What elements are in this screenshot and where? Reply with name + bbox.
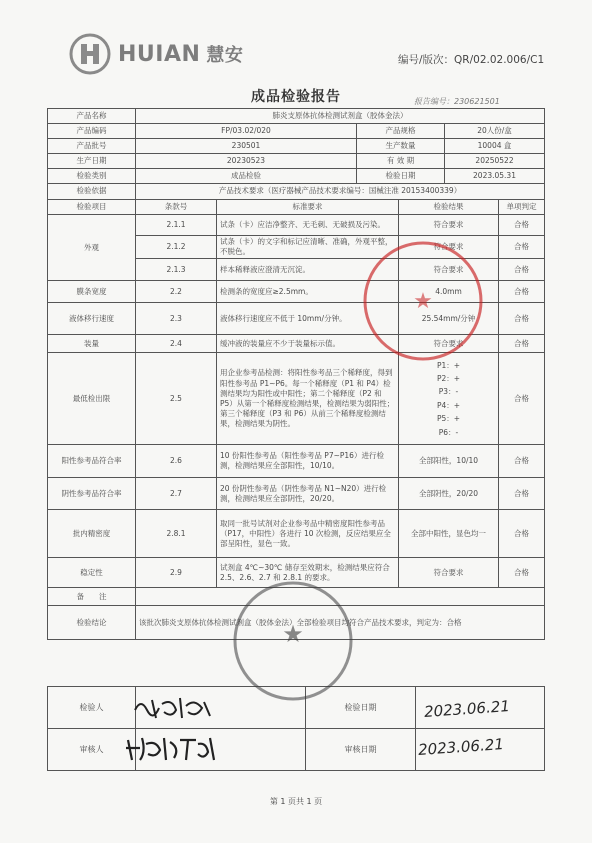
clause: 2.1.3 bbox=[136, 259, 217, 281]
requirement: 10 份阳性参考品（阳性参考品 P7~P16）进行检测，检测结果应全部阳性，10/10。 bbox=[217, 445, 399, 478]
inspection-table bbox=[47, 108, 545, 640]
remark-value bbox=[136, 588, 545, 606]
spec-label: 产品规格 bbox=[357, 124, 445, 139]
requirement: 试剂盒 4℃~30℃ 储存至效期末，检测结果应符合 2.5、2.6、2.7 和 2.8.1 的要求。 bbox=[217, 558, 399, 588]
judgment: 合格 bbox=[499, 335, 545, 353]
clause: 2.2 bbox=[136, 281, 217, 303]
clause: 2.4 bbox=[136, 335, 217, 353]
report-number: 报告编号：230621501 bbox=[414, 97, 500, 106]
clause: 2.7 bbox=[136, 478, 217, 510]
judgment: 合格 bbox=[499, 558, 545, 588]
clause: 2.9 bbox=[136, 558, 217, 588]
appearance-item: 外观 bbox=[48, 215, 136, 281]
svg-text:★: ★ bbox=[413, 289, 433, 314]
reviewer-label: 审核人 bbox=[48, 729, 136, 771]
flow-speed-item: 液体移行速度 bbox=[48, 303, 136, 335]
clause: 2.1.1 bbox=[136, 215, 217, 236]
review-date-cell bbox=[416, 729, 545, 771]
requirement: 试条（卡）的文字和标记应清晰、准确，外观平整，不脱色。 bbox=[217, 236, 399, 259]
clause: 2.3 bbox=[136, 303, 217, 335]
lod-result: P5：+ bbox=[436, 414, 461, 424]
requirement: 用企业参考品检测：将阳性参考品三个稀释度，得到阳性参考品 P1~P6。每一个稀释度（P1 和 P4）检测结果均为阳性或中阳性；第二个稀释度（P2 和 P5）从第一个稀释度检测结果，检测结果为弱阳性；第三个稀释度（P3 和 P6）从前三个稀释度检测结果，检测结果为阴性。 bbox=[217, 353, 399, 445]
clause: 2.8.1 bbox=[136, 510, 217, 558]
category-value: 成品检验 bbox=[136, 169, 357, 184]
judgment: 合格 bbox=[499, 353, 545, 445]
clause: 2.6 bbox=[136, 445, 217, 478]
judgment: 合格 bbox=[499, 215, 545, 236]
requirement: 检测条的宽度应≥2.5mm。 bbox=[217, 281, 399, 303]
col-clause: 条款号 bbox=[136, 200, 217, 215]
requirement: 缓冲液的装量应不少于装量标示值。 bbox=[217, 335, 399, 353]
lod-result: P3：- bbox=[438, 387, 459, 397]
col-result: 检验结果 bbox=[399, 200, 499, 215]
expiry-label: 有 效 期 bbox=[357, 154, 445, 169]
batch-label: 产品批号 bbox=[48, 139, 136, 154]
result: 4.0mm bbox=[399, 281, 499, 303]
conclusion-value: 该批次肺炎支原体抗体检测试剂盒（胶体金法）全部检验项目均符合产品技术要求，判定为：合格 bbox=[136, 606, 545, 640]
strip-width-item: 膜条宽度 bbox=[48, 281, 136, 303]
result: 25.54mm/分钟 bbox=[399, 303, 499, 335]
reviewer-signature-cell bbox=[136, 729, 306, 771]
review-date-handwritten: 2023.06.21 bbox=[417, 735, 505, 759]
pos-rate-item: 阳性参考品符合率 bbox=[48, 445, 136, 478]
prod-date-label: 生产日期 bbox=[48, 154, 136, 169]
test-date-label: 检验日期 bbox=[357, 169, 445, 184]
logo-cn: 慧安 bbox=[206, 45, 244, 66]
code-label: 产品编码 bbox=[48, 124, 136, 139]
requirement: 试条（卡）应洁净整齐、无毛刺、无破损及污染。 bbox=[217, 215, 399, 236]
col-item: 检验项目 bbox=[48, 200, 136, 215]
test-date-value: 2023.05.31 bbox=[445, 169, 545, 184]
lod-result: P6：- bbox=[438, 427, 459, 437]
judgment: 合格 bbox=[499, 259, 545, 281]
company-logo bbox=[68, 30, 258, 78]
inspect-date-cell bbox=[416, 687, 545, 729]
col-requirement: 标准要求 bbox=[217, 200, 399, 215]
precision-item: 批内精密度 bbox=[48, 510, 136, 558]
judgment: 合格 bbox=[499, 478, 545, 510]
product-name-label: 产品名称 bbox=[48, 109, 136, 124]
inspector-signature-cell bbox=[136, 687, 306, 729]
neg-rate-item: 阴性参考品符合率 bbox=[48, 478, 136, 510]
result: 全部阳性，10/10 bbox=[399, 445, 499, 478]
result: 符合要求 bbox=[399, 259, 499, 281]
col-judgment: 单项判定 bbox=[499, 200, 545, 215]
requirement: 取同一批号试剂对企业参考品中精密度阳性参考品（P17，中阳性）各进行 10 次检测，反应结果应全部呈阳性，显色一致。 bbox=[217, 510, 399, 558]
basis-label: 检验依据 bbox=[48, 184, 136, 200]
inspector-label: 检验人 bbox=[48, 687, 136, 729]
result: 符合要求 bbox=[399, 215, 499, 236]
conclusion-label: 检验结论 bbox=[48, 606, 136, 640]
requirement: 液体移行速度应不低于 10mm/分钟。 bbox=[217, 303, 399, 335]
logo-emblem-icon bbox=[68, 32, 112, 76]
document-version: 编号/版次：QR/02.02.006/C1 bbox=[398, 54, 545, 66]
judgment: 合格 bbox=[499, 303, 545, 335]
inspect-date-label: 检验日期 bbox=[306, 687, 416, 729]
code-value: FP/03.02/020 bbox=[136, 124, 357, 139]
inspect-date-handwritten: 2023.06.21 bbox=[423, 697, 511, 721]
stability-item: 稳定性 bbox=[48, 558, 136, 588]
product-name-value: 肺炎支原体抗体检测试剂盒（胶体金法） bbox=[136, 109, 545, 124]
page-footer: 第 1 页共 1 页 bbox=[269, 797, 323, 806]
qty-value: 10004 盒 bbox=[445, 139, 545, 154]
fill-item: 装量 bbox=[48, 335, 136, 353]
result: 符合要求 bbox=[399, 558, 499, 588]
judgment: 合格 bbox=[499, 510, 545, 558]
spec-value: 20人份/盒 bbox=[445, 124, 545, 139]
clause: 2.1.2 bbox=[136, 236, 217, 259]
judgment: 合格 bbox=[499, 236, 545, 259]
requirement: 样本稀释液应澄清无沉淀。 bbox=[217, 259, 399, 281]
result: 全部阴性，20/20 bbox=[399, 478, 499, 510]
judgment: 合格 bbox=[499, 281, 545, 303]
prod-date-value: 20230523 bbox=[136, 154, 357, 169]
lod-result: P4：+ bbox=[436, 400, 461, 410]
judgment: 合格 bbox=[499, 445, 545, 478]
page-title: 成品检验报告 bbox=[251, 89, 341, 105]
svg-text:★: ★ bbox=[282, 620, 304, 648]
logo-latin: HUIAN bbox=[118, 41, 201, 67]
category-label: 检验类别 bbox=[48, 169, 136, 184]
result: 符合要求 bbox=[399, 236, 499, 259]
lod-item: 最低检出限 bbox=[48, 353, 136, 445]
clause: 2.5 bbox=[136, 353, 217, 445]
lod-result: P2：+ bbox=[436, 373, 461, 383]
remark-label: 备 注 bbox=[48, 588, 136, 606]
lod-result: P1：+ bbox=[436, 360, 461, 370]
lod-results bbox=[399, 353, 499, 445]
qty-label: 生产数量 bbox=[357, 139, 445, 154]
expiry-value: 20250522 bbox=[445, 154, 545, 169]
result: 符合要求 bbox=[399, 335, 499, 353]
review-date-label: 审核日期 bbox=[306, 729, 416, 771]
batch-value: 230501 bbox=[136, 139, 357, 154]
result: 全部中阳性，显色均一 bbox=[399, 510, 499, 558]
basis-value: 产品技术要求（医疗器械产品技术要求编号：国械注准 20153400339） bbox=[136, 184, 545, 200]
signoff-table bbox=[47, 686, 545, 771]
requirement: 20 份阴性参考品（阴性参考品 N1~N20）进行检测，检测结果应全部阴性，20/20。 bbox=[217, 478, 399, 510]
